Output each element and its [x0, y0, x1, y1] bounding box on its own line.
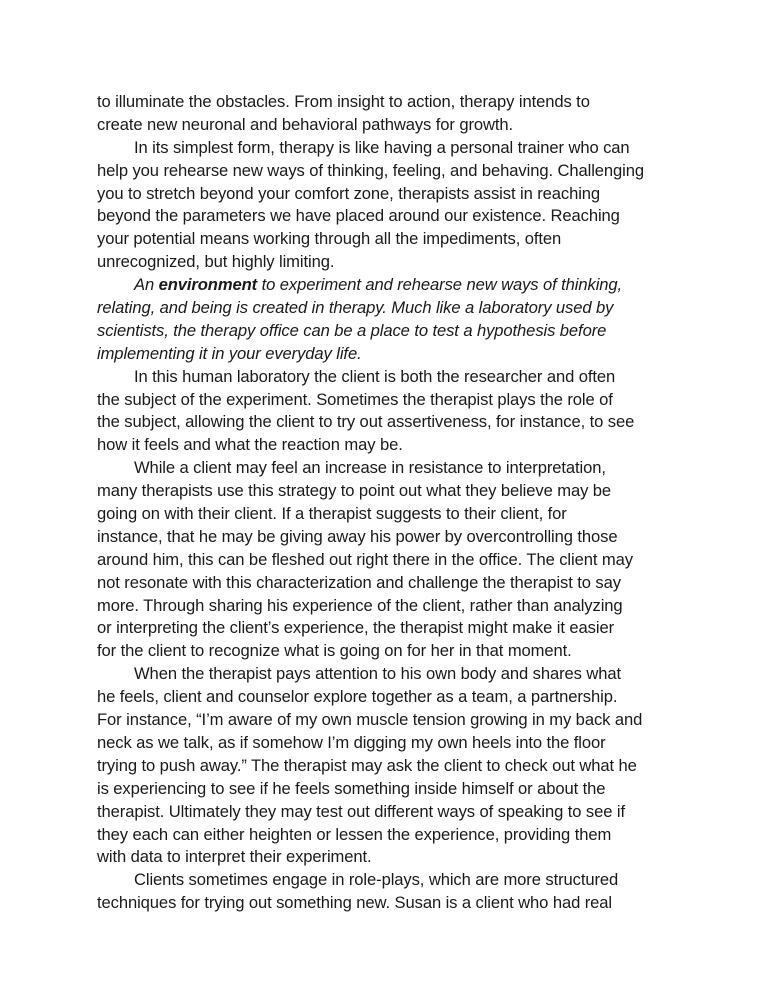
text-line: the subject of the experiment. Sometimes the therapist plays the role of: [97, 389, 613, 409]
document-page: [97, 91, 677, 915]
text-line: he feels, client and counselor explore together as a team, a partnership.: [97, 687, 618, 707]
text-line: trying to push away.” The therapist may ask the client to check out what he: [97, 755, 637, 775]
text-line: instance, that he may be giving away his power by overcontrolling those: [97, 526, 618, 546]
text-line: how it feels and what the reaction may be.: [97, 435, 403, 455]
text-line: unrecognized, but highly limiting.: [97, 252, 335, 272]
text-line: therapist. Ultimately they may test out different ways of speaking to see if: [97, 801, 625, 821]
text-line: [97, 274, 677, 297]
text-line: going on with their client. If a therapist suggests to their client, for: [97, 504, 567, 524]
text-line-rest: to experiment and rehearse new ways of thinking,: [257, 275, 623, 295]
text-line: neck as we talk, as if somehow I’m digging my own heels into the floor: [97, 732, 606, 752]
text-line: your potential means working through all the impediments, often: [97, 229, 562, 249]
text-line: you to stretch beyond your comfort zone, therapists assist in reaching: [97, 183, 601, 203]
text-line: beyond the parameters we have placed around our existence. Reaching: [97, 206, 620, 226]
text-line: help you rehearse new ways of thinking, feeling, and behaving. Challenging: [97, 160, 645, 180]
text-line: When the therapist pays attention to his own body and shares what: [134, 664, 622, 684]
text-line: more. Through sharing his experience of the client, rather than analyzing: [97, 595, 623, 615]
text-line: While a client may feel an increase in resistance to interpretation,: [134, 458, 606, 478]
text-line: or interpreting the client’s experience, the therapist might make it easier: [97, 618, 615, 638]
text-line: create new neuronal and behavioral pathways for growth.: [97, 114, 514, 134]
text-line: the subject, allowing the client to try out assertiveness, for instance, to see: [97, 412, 635, 432]
text-line: for the client to recognize what is going on for her in that moment.: [97, 641, 572, 661]
text-line: implementing it in your everyday life.: [97, 343, 362, 363]
text-line: techniques for trying out something new. Susan is a client who had real: [97, 893, 612, 913]
text-line: In its simplest form, therapy is like having a personal trainer who can: [134, 137, 630, 157]
text-line: is experiencing to see if he feels something inside himself or about the: [97, 778, 606, 798]
text-line: with data to interpret their experiment.: [97, 847, 372, 867]
text-line: many therapists use this strategy to point out what they believe may be: [97, 481, 612, 501]
text-line: For instance, “I’m aware of my own muscle tension growing in my back and: [97, 710, 643, 730]
text-line: Clients sometimes engage in role-plays, which are more structured: [134, 870, 619, 890]
text-line: not resonate with this characterization and challenge the therapist to say: [97, 572, 621, 592]
text-line: they each can either heighten or lessen the experience, providing them: [97, 824, 612, 844]
text-line: relating, and being is created in therapy. Much like a laboratory used by: [97, 298, 614, 318]
text-line: around him, this can be fleshed out right there in the office. The client may: [97, 549, 633, 569]
text-line-prefix: An: [134, 275, 159, 295]
emphasized-term: environment: [158, 275, 258, 295]
text-line: In this human laboratory the client is both the researcher and often: [134, 366, 616, 386]
text-line: scientists, the therapy office can be a place to test a hypothesis before: [97, 320, 607, 340]
text-line: to illuminate the obstacles. From insight to action, therapy intends to: [97, 92, 590, 111]
